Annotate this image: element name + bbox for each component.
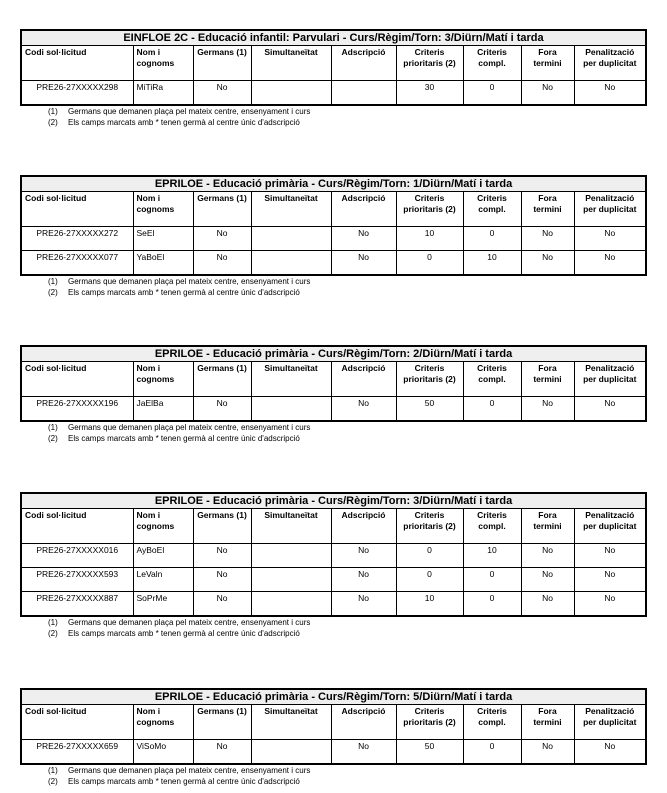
column-header: Criteris compl. — [463, 192, 521, 227]
table-cell: PRE26-27XXXXX659 — [21, 740, 133, 765]
table-cell: No — [331, 592, 396, 617]
table-cell: No — [521, 227, 574, 251]
table-cell: 10 — [396, 592, 463, 617]
table-cell: No — [574, 397, 646, 422]
allocation-table-1 — [20, 29, 645, 128]
column-header: Simultaneïtat — [251, 509, 331, 544]
table-cell: 0 — [463, 227, 521, 251]
table-cell: PRE26-27XXXXX887 — [21, 592, 133, 617]
table-cell: No — [574, 544, 646, 568]
table-cell: No — [574, 592, 646, 617]
table-row — [21, 740, 646, 765]
column-header: Penalització per duplicitat — [574, 705, 646, 740]
table-row — [21, 568, 646, 592]
column-header: Criteris prioritaris (2) — [396, 46, 463, 81]
table-row — [21, 544, 646, 568]
footnote-number: (1) — [48, 423, 58, 432]
table-cell: No — [193, 568, 251, 592]
footnote — [20, 434, 645, 444]
table-cell: No — [193, 397, 251, 422]
table-cell: 30 — [396, 81, 463, 106]
column-header: Adscripció — [331, 192, 396, 227]
table-cell: 0 — [396, 544, 463, 568]
table-cell: 0 — [396, 568, 463, 592]
column-header: Germans (1) — [193, 509, 251, 544]
column-header: Codi sol·licitud — [21, 192, 133, 227]
table-cell: No — [521, 568, 574, 592]
footnote — [20, 288, 645, 298]
column-header: Penalització per duplicitat — [574, 192, 646, 227]
footnote-number: (1) — [48, 618, 58, 627]
column-header: Adscripció — [331, 46, 396, 81]
table-cell: PRE26-27XXXXX298 — [21, 81, 133, 106]
column-header: Adscripció — [331, 509, 396, 544]
column-header: Criteris prioritaris (2) — [396, 362, 463, 397]
table-cell: SeEl — [133, 227, 193, 251]
column-header: Fora termini — [521, 46, 574, 81]
footnote-text: Els camps marcats amb * tenen germà al centre únic d'adscripció — [68, 777, 300, 786]
footnote — [20, 107, 645, 117]
table-cell: No — [331, 227, 396, 251]
column-header: Fora termini — [521, 509, 574, 544]
footnote — [20, 629, 645, 639]
column-header: Criteris compl. — [463, 509, 521, 544]
footnote-text: Germans que demanen plaça pel mateix centre, ensenyament i curs — [68, 107, 311, 116]
table — [20, 345, 647, 422]
table-cell: No — [331, 740, 396, 765]
footnote — [20, 618, 645, 628]
table-cell — [251, 251, 331, 276]
table-cell: AyBoEl — [133, 544, 193, 568]
column-header: Fora termini — [521, 192, 574, 227]
table — [20, 29, 647, 106]
footnote-text: Germans que demanen plaça pel mateix centre, ensenyament i curs — [68, 618, 311, 627]
column-header: Germans (1) — [193, 705, 251, 740]
table-cell: No — [574, 227, 646, 251]
allocation-table-2 — [20, 175, 645, 298]
table-row — [21, 397, 646, 422]
table-cell — [251, 568, 331, 592]
column-header: Criteris prioritaris (2) — [396, 192, 463, 227]
table-cell: PRE26-27XXXXX196 — [21, 397, 133, 422]
table-cell: No — [521, 81, 574, 106]
table-cell: No — [193, 251, 251, 276]
footnote-text: Germans que demanen plaça pel mateix centre, ensenyament i curs — [68, 766, 311, 775]
column-header: Simultaneïtat — [251, 192, 331, 227]
column-header: Germans (1) — [193, 192, 251, 227]
table-cell: 0 — [463, 568, 521, 592]
table-cell: 10 — [463, 251, 521, 276]
column-header: Codi sol·licitud — [21, 362, 133, 397]
footnote-number: (2) — [48, 118, 58, 127]
footnote — [20, 777, 645, 787]
table-title: EPRILOE - Educació primària - Curs/Règim/Torn: 1/Diürn/Matí i tarda — [21, 176, 646, 192]
table-cell: No — [331, 397, 396, 422]
table-cell: No — [521, 592, 574, 617]
allocation-table-3 — [20, 345, 645, 444]
table-cell: No — [331, 568, 396, 592]
table-cell — [251, 397, 331, 422]
table — [20, 688, 647, 765]
footnote-number: (2) — [48, 288, 58, 297]
footnote — [20, 423, 645, 433]
table-cell: ViSoMo — [133, 740, 193, 765]
table-cell: No — [521, 397, 574, 422]
column-header: Simultaneïtat — [251, 705, 331, 740]
table-title: EINFLOE 2C - Educació infantil: Parvulari - Curs/Règim/Torn: 3/Diürn/Matí i tarda — [21, 30, 646, 46]
table-cell: 0 — [463, 740, 521, 765]
column-header: Nom i cognoms — [133, 705, 193, 740]
column-header: Criteris prioritaris (2) — [396, 509, 463, 544]
footnote — [20, 118, 645, 128]
table-cell: LeValn — [133, 568, 193, 592]
table-row — [21, 251, 646, 276]
table-cell: YaBoEl — [133, 251, 193, 276]
column-header: Codi sol·licitud — [21, 46, 133, 81]
table-row — [21, 592, 646, 617]
table-cell — [331, 81, 396, 106]
table-cell: PRE26-27XXXXX077 — [21, 251, 133, 276]
table-cell: No — [193, 81, 251, 106]
table-cell — [251, 544, 331, 568]
table-cell: No — [574, 81, 646, 106]
column-header: Criteris compl. — [463, 46, 521, 81]
table-cell: PRE26-27XXXXX016 — [21, 544, 133, 568]
table — [20, 492, 647, 617]
column-header: Germans (1) — [193, 46, 251, 81]
column-header: Simultaneïtat — [251, 362, 331, 397]
footnote-text: Els camps marcats amb * tenen germà al centre únic d'adscripció — [68, 629, 300, 638]
footnote-text: Els camps marcats amb * tenen germà al centre únic d'adscripció — [68, 288, 300, 297]
column-header: Adscripció — [331, 362, 396, 397]
allocation-table-5 — [20, 688, 645, 787]
table-cell: 0 — [463, 81, 521, 106]
table-cell: No — [521, 251, 574, 276]
table-title: EPRILOE - Educació primària - Curs/Règim/Torn: 3/Diürn/Matí i tarda — [21, 493, 646, 509]
table-cell: 10 — [396, 227, 463, 251]
footnote-text: Germans que demanen plaça pel mateix centre, ensenyament i curs — [68, 277, 311, 286]
table-cell: PRE26-27XXXXX593 — [21, 568, 133, 592]
column-header: Germans (1) — [193, 362, 251, 397]
table-cell: No — [521, 740, 574, 765]
footnote-number: (2) — [48, 434, 58, 443]
table-row — [21, 227, 646, 251]
table-cell: No — [193, 740, 251, 765]
column-header: Codi sol·licitud — [21, 509, 133, 544]
table-cell — [251, 81, 331, 106]
footnote — [20, 766, 645, 776]
table-cell: No — [193, 592, 251, 617]
column-header: Fora termini — [521, 705, 574, 740]
footnote-number: (1) — [48, 107, 58, 116]
column-header: Penalització per duplicitat — [574, 362, 646, 397]
table-cell — [251, 227, 331, 251]
footnote-text: Germans que demanen plaça pel mateix centre, ensenyament i curs — [68, 423, 311, 432]
table-cell: PRE26-27XXXXX272 — [21, 227, 133, 251]
column-header: Penalització per duplicitat — [574, 46, 646, 81]
footnote-text: Els camps marcats amb * tenen germà al centre únic d'adscripció — [68, 434, 300, 443]
table-row — [21, 81, 646, 106]
table-cell: 0 — [463, 397, 521, 422]
table-cell — [251, 592, 331, 617]
table-cell: No — [331, 251, 396, 276]
column-header: Nom i cognoms — [133, 192, 193, 227]
column-header: Criteris prioritaris (2) — [396, 705, 463, 740]
column-header: Codi sol·licitud — [21, 705, 133, 740]
column-header: Criteris compl. — [463, 362, 521, 397]
table-title: EPRILOE - Educació primària - Curs/Règim/Torn: 5/Diürn/Matí i tarda — [21, 689, 646, 705]
table-cell: 10 — [463, 544, 521, 568]
table-cell: 50 — [396, 397, 463, 422]
table-cell: No — [574, 251, 646, 276]
table-cell: No — [331, 544, 396, 568]
table-cell: No — [574, 568, 646, 592]
table-cell: No — [574, 740, 646, 765]
table-cell: No — [521, 544, 574, 568]
table-cell: 50 — [396, 740, 463, 765]
column-header: Simultaneïtat — [251, 46, 331, 81]
footnote-number: (2) — [48, 629, 58, 638]
footnote-number: (1) — [48, 766, 58, 775]
table-cell: MiTiRa — [133, 81, 193, 106]
footnote-number: (1) — [48, 277, 58, 286]
footnote-number: (2) — [48, 777, 58, 786]
table-title: EPRILOE - Educació primària - Curs/Règim/Torn: 2/Diürn/Matí i tarda — [21, 346, 646, 362]
table-cell — [251, 740, 331, 765]
table-cell: No — [193, 227, 251, 251]
table-cell: SoPrMe — [133, 592, 193, 617]
table — [20, 175, 647, 276]
table-cell: 0 — [463, 592, 521, 617]
column-header: Fora termini — [521, 362, 574, 397]
column-header: Nom i cognoms — [133, 509, 193, 544]
table-cell: No — [193, 544, 251, 568]
allocation-table-4 — [20, 492, 645, 639]
column-header: Penalització per duplicitat — [574, 509, 646, 544]
column-header: Nom i cognoms — [133, 362, 193, 397]
column-header: Adscripció — [331, 705, 396, 740]
table-cell: JaElBa — [133, 397, 193, 422]
table-cell: 0 — [396, 251, 463, 276]
footnote-text: Els camps marcats amb * tenen germà al centre únic d'adscripció — [68, 118, 300, 127]
footnote — [20, 277, 645, 287]
column-header: Criteris compl. — [463, 705, 521, 740]
column-header: Nom i cognoms — [133, 46, 193, 81]
